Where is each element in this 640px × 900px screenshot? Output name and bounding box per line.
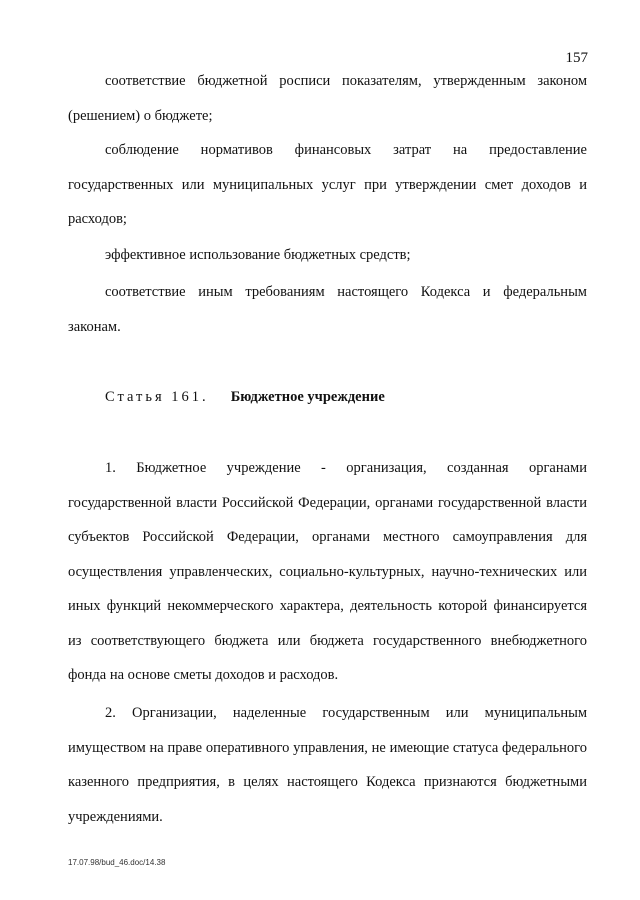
page-number: 157 — [565, 50, 588, 66]
article-number: Статья 161. — [105, 389, 209, 405]
article-heading — [105, 386, 385, 408]
paragraph-article-clause-2: 2. Организации, наделенные государственным или муниципальным имуществом на праве оперативного управления, не имеющие статуса федерального казенного предприятия, в целях настоящего Кодекса признаются бюджетными учреждениями. — [68, 705, 587, 825]
paragraph-efficient-use: эффективное использование бюджетных средств; — [105, 247, 411, 263]
paragraph-cost-norms: соблюдение нормативов финансовых затрат на предоставление государственных или муниципальных услуг при утверждении смет доходов и расходов; — [68, 142, 587, 227]
paragraph-article-clause-1: 1. Бюджетное учреждение - организация, созданная органами государственной власти Российской Федерации, органами государственной власти субъектов Российской Федерации, органами местного самоуправления для осуществления управленческих, социально-культурных, научно-технических или иных функций некоммерческого характера, деятельность которой финансируется из соответствующего бюджета или бюджета государственного внебюджетного фонда на основе сметы доходов и расходов. — [68, 460, 587, 683]
paragraph-other-requirements: соответствие иным требованиям настоящего Кодекса и федеральным законам. — [68, 284, 587, 335]
footer-file-stamp: 17.07.98/bud_46.doc/14.38 — [68, 858, 166, 867]
paragraph-budget-schedule: соответствие бюджетной росписи показателям, утвержденным законом (решением) о бюджете; — [68, 73, 587, 124]
article-title: Бюджетное учреждение — [230, 389, 385, 405]
